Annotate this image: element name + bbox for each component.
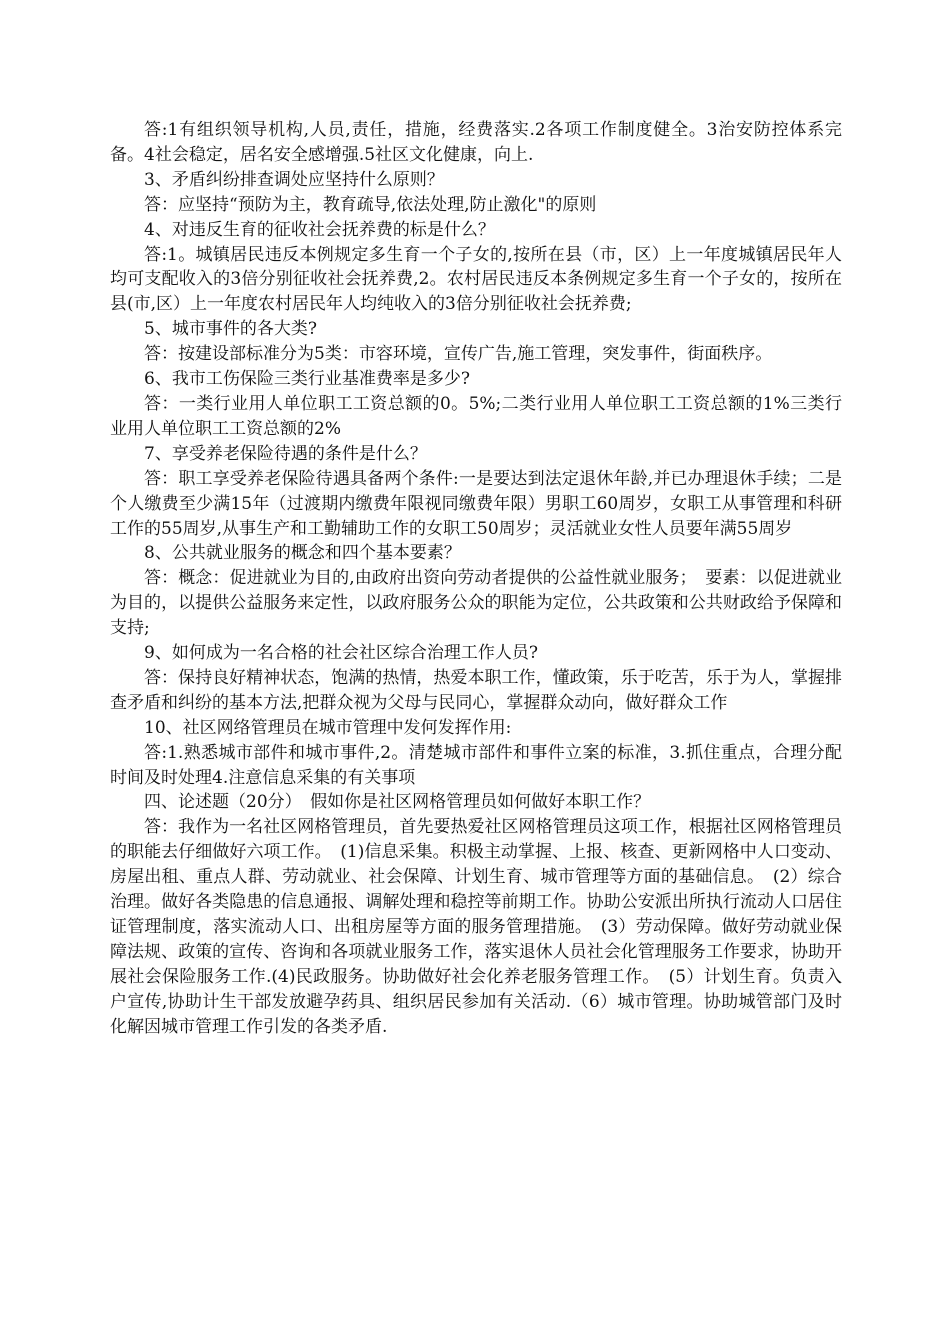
answer-paragraph: 答:1.熟悉城市部件和城市事件,2。清楚城市部件和事件立案的标准，3.抓住重点，合理分配时间及时处理4.注意信息采集的有关事项 — [110, 742, 842, 788]
answer-paragraph: 答:1有组织领导机构,人员,责任，措施，经费落实.2各项工作制度健全。3治安防控体系完备。4社会稳定，居名安全感增强.5社区文化健康，向上. — [110, 120, 842, 165]
question-paragraph: 8、公共就业服务的概念和四个基本要素？ — [144, 543, 461, 564]
essay-question-heading: 四、论述题（20分） 假如你是社区网格管理员如何做好本职工作？ — [144, 792, 651, 813]
document-body — [110, 118, 842, 1040]
answer-paragraph: 答:1。城镇居民违反本例规定多生育一个子女的,按所在县（市，区）上一年度城镇居民年人均可支配收入的3倍分别征收社会抚养费,2。农村居民违反本条例规定多生育一个子女的，按所在县(市,区）上一年度农村居民年人均纯收入的3倍分别征收社会抚养费; — [110, 244, 842, 315]
question-paragraph: 6、我市工伤保险三类行业基准费率是多少? — [144, 369, 470, 390]
answer-paragraph: 答：保持良好精神状态，饱满的热情，热爱本职工作，懂政策，乐于吃苦，乐于为人，掌握排查矛盾和纠纷的基本方法,把群众视为父母与民同心，掌握群众动向，做好群众工作 — [110, 667, 842, 713]
essay-answer-paragraph: 答：我作为一名社区网格管理员，首先要热爱社区网格管理员这项工作，根据社区网格管理员的职能去仔细做好六项工作。 (1)信息采集。积极主动掌握、上报、核查、更新网格中人口变动、房屋出租、重点人群、劳动就业、社会保障、计划生育、城市管理等方面的基础信息。 (2）综合治理。做好各类隐患的信息通报、调解处理和稳控等前期工作。协助公安派出所执行流动人口居住证管理制度，落实流动人口、出租房屋等方面的服务管理措施。 (3）劳动保障。做好劳动就业保障法规、政策的宣传、咨询和各项就业服务工作，落实退休人员社会化管理服务工作要求，协助开展社会保险服务工作.(4)民政服务。协助做好社会化养老服务管理工作。 (5）计划生育。负责入户宣传,协助计生干部发放避孕药具、组织居民参加有关活动.（6）城市管理。协助城管部门及时化解因城市管理工作引发的各类矛盾. — [110, 817, 842, 1037]
answer-paragraph: 答：概念：促进就业为目的,由政府出资向劳动者提供的公益性就业服务； 要素：以促进就业为目的，以提供公益服务来定性，以政府服务公众的职能为定位，公共政策和公共财政给予保障和支持; — [110, 568, 842, 639]
question-paragraph: 10、社区网络管理员在城市管理中发何发挥作用: — [144, 717, 512, 738]
question-paragraph: 4、对违反生育的征收社会抚养费的标是什么？ — [144, 219, 495, 240]
question-paragraph: 9、如何成为一名合格的社会社区综合治理工作人员? — [144, 643, 538, 664]
answer-paragraph: 答：按建设部标准分为5类：市容环境，宣传广告,施工管理，突发事件，街面秩序。 — [144, 344, 773, 365]
answer-paragraph: 答：应坚持“预防为主，教育疏导,依法处理,防止激化"的原则 — [144, 194, 597, 215]
question-paragraph: 5、城市事件的各大类? — [144, 319, 317, 340]
answer-paragraph: 答：职工享受养老保险待遇具备两个条件:一是要达到法定退休年龄,并已办理退休手续；二是个人缴费至少满15年（过渡期内缴费年限视同缴费年限）男职工60周岁，女职工从事管理和科研工作的55周岁,从事生产和工勤辅助工作的女职工50周岁；灵活就业女性人员要年满55周岁 — [110, 468, 842, 539]
question-paragraph: 7、享受养老保险待遇的条件是什么？ — [144, 443, 427, 464]
question-paragraph: 3、矛盾纠纷排查调处应坚持什么原则？ — [144, 169, 444, 190]
answer-paragraph: 答：一类行业用人单位职工工资总额的0。5%;二类行业用人单位职工工资总额的1%三类行业用人单位职工工资总额的2% — [110, 393, 842, 439]
